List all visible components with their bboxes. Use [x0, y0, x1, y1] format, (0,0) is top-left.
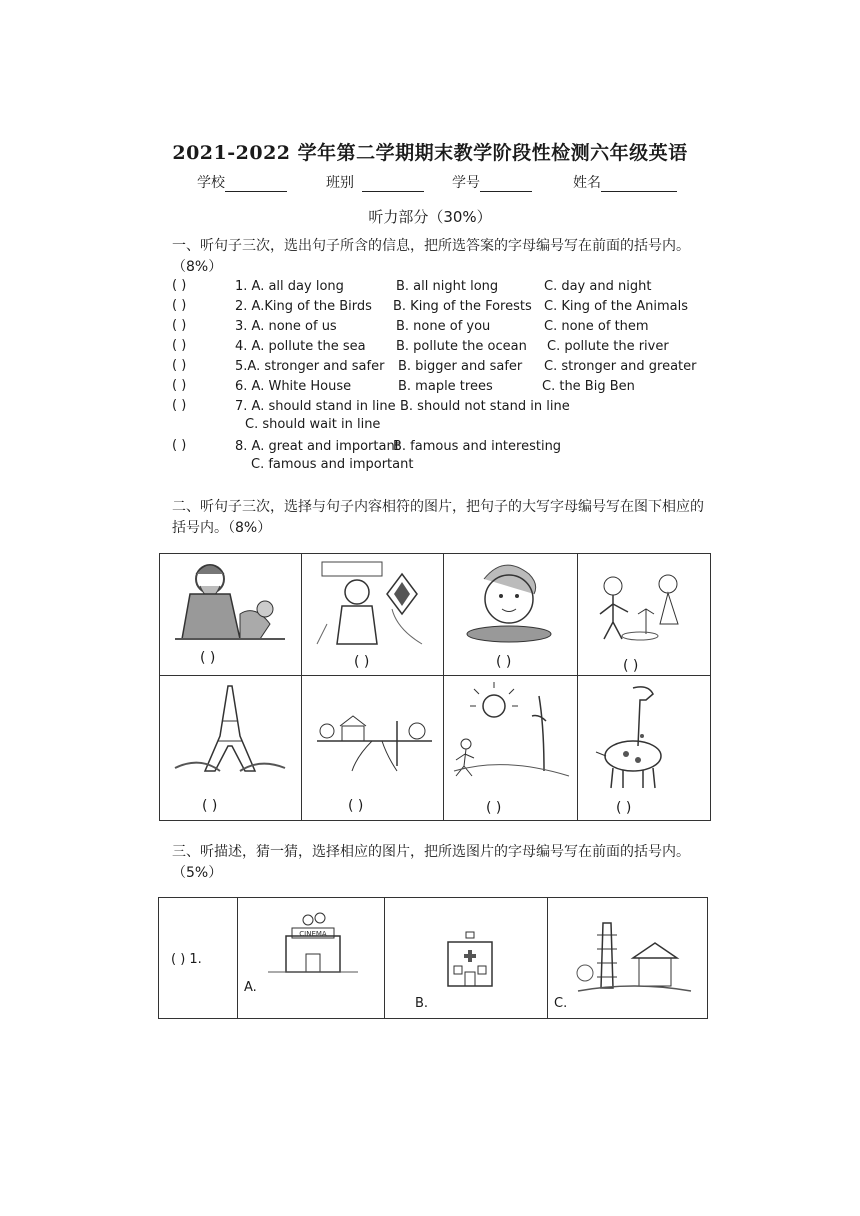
question-option-b: B. none of you — [396, 319, 491, 334]
question-option-a: 6. A. White House — [235, 379, 352, 394]
question-option-c: C. stronger and greater — [544, 359, 697, 374]
cinema-icon — [268, 908, 358, 978]
picture-paren-2[interactable]: ( ) — [354, 654, 370, 670]
option-a-label: A. — [244, 980, 257, 995]
number-blank[interactable] — [480, 177, 532, 192]
answer-paren[interactable]: ( ) — [172, 378, 187, 393]
question-option-c: C. pollute the river — [547, 339, 669, 354]
question-option-a: 2. A.King of the Birds — [235, 299, 372, 314]
giraffe-icon — [578, 676, 708, 794]
picture-paren-8[interactable]: ( ) — [616, 800, 632, 816]
question-option-c: C. should wait in line — [245, 417, 381, 432]
santa-claus-icon — [160, 554, 300, 649]
answer-paren[interactable]: ( ) — [172, 438, 187, 453]
hospital-icon — [440, 928, 500, 988]
class-blank[interactable] — [362, 177, 424, 192]
question-option-c: C. the Big Ben — [542, 379, 635, 394]
listening-header: 听力部分（30%） — [368, 208, 492, 226]
class-field — [326, 172, 424, 192]
picture-cell-3 — [444, 554, 578, 676]
sunny-jogging-icon — [444, 676, 576, 791]
picture-paren-6[interactable]: ( ) — [348, 798, 364, 814]
answer-paren[interactable]: ( ) — [172, 298, 187, 313]
section3-table — [158, 897, 708, 1019]
number-label: 学号 — [452, 175, 480, 191]
picture-paren-7[interactable]: ( ) — [486, 800, 502, 816]
man-with-kite-icon — [302, 554, 442, 649]
answer-paren[interactable]: ( ) — [172, 318, 187, 333]
question-option-b: B. bigger and safer — [398, 359, 523, 374]
country-road-icon — [302, 676, 442, 791]
question-option-b: B. should not stand in line — [400, 399, 570, 414]
section3-item-cell — [159, 898, 238, 1018]
picture-cell-1 — [160, 554, 302, 676]
name-blank[interactable] — [601, 177, 677, 192]
cinema-sign: CINEMA — [299, 930, 327, 938]
question-option-b: B. pollute the ocean — [396, 339, 527, 354]
girl-eating-icon — [444, 554, 576, 649]
question-option-b: B. maple trees — [398, 379, 493, 394]
question-option-c: C. none of them — [544, 319, 649, 334]
answer-paren[interactable]: ( ) — [172, 338, 187, 353]
picture-cell-8 — [578, 676, 710, 820]
section1-instruction: 一、听句子三次，选出句子所含的信息，把所选答案的字母编号写在前面的括号内。（8%） — [172, 238, 690, 275]
page-title: 2021-2022 学年第二学期期末教学阶段性检测六年级英语 — [172, 142, 688, 164]
question-option-b: B. King of the Forests — [393, 299, 532, 314]
question-option-c: C. famous and important — [251, 457, 414, 472]
question-option-b: B. famous and interesting — [393, 439, 562, 454]
picture-paren-3[interactable]: ( ) — [496, 654, 512, 670]
kids-planting-tree-icon — [578, 554, 708, 649]
picture-paren-1[interactable]: ( ) — [200, 650, 216, 666]
school-blank[interactable] — [225, 177, 287, 192]
section2-instruction: 二、听句子三次，选择与句子内容相符的图片，把句子的大写字母编号写在图下相应的括号内。（8%） — [172, 499, 704, 536]
section3-item-label[interactable]: ( ) 1. — [171, 952, 202, 967]
section3-instruction: 三、听描述，猜一猜，选择相应的图片，把所选图片的字母编号写在前面的括号内。（5%） — [172, 844, 690, 881]
eiffel-tower-icon — [160, 676, 300, 791]
school-field — [197, 172, 287, 192]
picture-cell-2 — [302, 554, 444, 676]
answer-paren[interactable]: ( ) — [172, 358, 187, 373]
picture-grid — [159, 553, 711, 821]
picture-paren-5[interactable]: ( ) — [202, 798, 218, 814]
question-option-c: C. King of the Animals — [544, 299, 688, 314]
school-label: 学校 — [197, 175, 225, 191]
question-option-b: B. all night long — [396, 279, 499, 294]
option-c-label: C. — [554, 996, 568, 1011]
class-label: 班别 — [326, 175, 354, 191]
option-c-cell — [548, 898, 707, 1018]
name-field — [573, 172, 677, 192]
picture-cell-5 — [160, 676, 302, 820]
picture-paren-4[interactable]: ( ) — [623, 658, 639, 674]
answer-paren[interactable]: ( ) — [172, 278, 187, 293]
question-option-a: 1. A. all day long — [235, 279, 344, 294]
picture-cell-4 — [578, 554, 710, 676]
question-option-a: 4. A. pollute the sea — [235, 339, 366, 354]
name-label: 姓名 — [573, 175, 601, 191]
question-option-a: 3. A. none of us — [235, 319, 337, 334]
picture-cell-7 — [444, 676, 578, 820]
number-field — [452, 172, 532, 192]
pagoda-temple-icon — [573, 913, 693, 998]
question-option-a: 7. A. should stand in line — [235, 399, 396, 414]
answer-paren[interactable]: ( ) — [172, 398, 187, 413]
question-option-a: 5.A. stronger and safer — [235, 359, 385, 374]
question-option-a: 8. A. great and important — [235, 439, 400, 454]
picture-cell-6 — [302, 676, 444, 820]
option-b-cell — [385, 898, 548, 1018]
option-a-cell — [238, 898, 385, 1018]
question-option-c: C. day and night — [544, 279, 652, 294]
option-b-label: B. — [415, 996, 429, 1011]
